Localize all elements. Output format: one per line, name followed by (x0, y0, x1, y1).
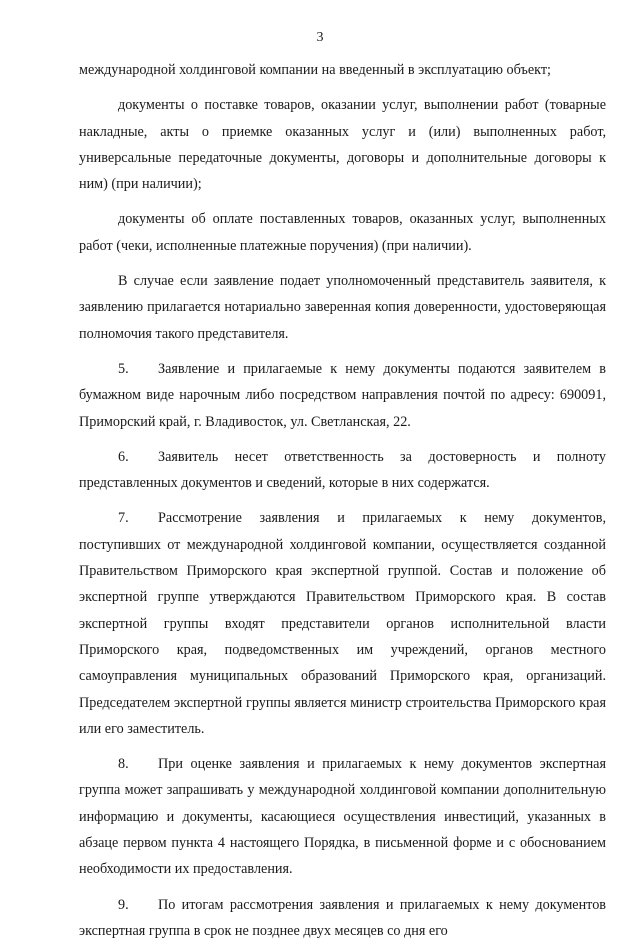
numbered-paragraph (79, 505, 606, 742)
paragraph-number: 7. (118, 510, 129, 527)
page-number: 3 (316, 30, 324, 45)
document-body (79, 57, 606, 944)
paragraph-text: документы о поставке товаров, оказании услуг, выполнении работ (товарные накладные, акты о приемке оказанных услуг и (или) выполненных работ, универсальные передаточные документы, договоры и дополнительные договоры к ним) (при наличии); (79, 97, 606, 193)
paragraph-text: Рассмотрение заявления и прилагаемых к нему документов, поступивших от международной холдинговой компании, осуществляется созданной Правительством Приморского края экспертной группой. Состав и положение об экспертной группе утверждаются Правительством Приморского края. В состав экспертной группы входят представители органов исполнительной власти Приморского края, подведомственных им учреждений, органов местного самоуправления муниципальных образований Приморского края, организаций. Председателем экспертной группы является министр строительства Приморского края или его заместитель. (79, 510, 606, 737)
numbered-paragraph (79, 444, 606, 497)
paragraph-text: Заявитель несет ответственность за достоверность и полноту представленных документов и сведений, которые в них содержатся. (79, 448, 606, 492)
paragraph (79, 268, 606, 347)
paragraph-number: 6. (118, 448, 129, 465)
paragraph (79, 57, 606, 83)
paragraph-text: По итогам рассмотрения заявления и прилагаемых к нему документов экспертная группа в срок не позднее двух месяцев со дня его (79, 896, 606, 939)
paragraph-number: 9. (118, 896, 129, 913)
paragraph-text: документы об оплате поставленных товаров, оказанных услуг, выполненных работ (чеки, исполненные платежные поручения) (при наличии). (79, 211, 606, 254)
paragraph-text: При оценке заявления и прилагаемых к нему документов экспертная группа может запрашивать у международной холдинговой компании дополнительную информацию и документы, касающиеся осуществления инвестиций, указанных в абзаце первом пункта 4 настоящего Порядка, в письменной форме и с обоснованием необходимости их предоставления. (79, 756, 606, 878)
paragraph-text: В случае если заявление подает уполномоченный представитель заявителя, к заявлению прилагается нотариально заверенная копия доверенности, удостоверяющая полномочия такого представителя. (79, 273, 606, 342)
paragraph (79, 92, 606, 197)
paragraph (79, 206, 606, 259)
paragraph-text: Заявление и прилагаемые к нему документы подаются заявителем в бумажном виде нарочным либо посредством направления почтой по адресу: 690091, Приморский край, г. Владивосток, ул. Светланская, 22. (79, 360, 606, 430)
numbered-paragraph (79, 892, 606, 944)
paragraph-number: 5. (118, 360, 129, 377)
numbered-paragraph (79, 751, 606, 882)
numbered-paragraph (79, 356, 606, 435)
paragraph-text: международной холдинговой компании на введенный в эксплуатацию объект; (79, 62, 551, 78)
paragraph-number: 8. (118, 756, 129, 773)
